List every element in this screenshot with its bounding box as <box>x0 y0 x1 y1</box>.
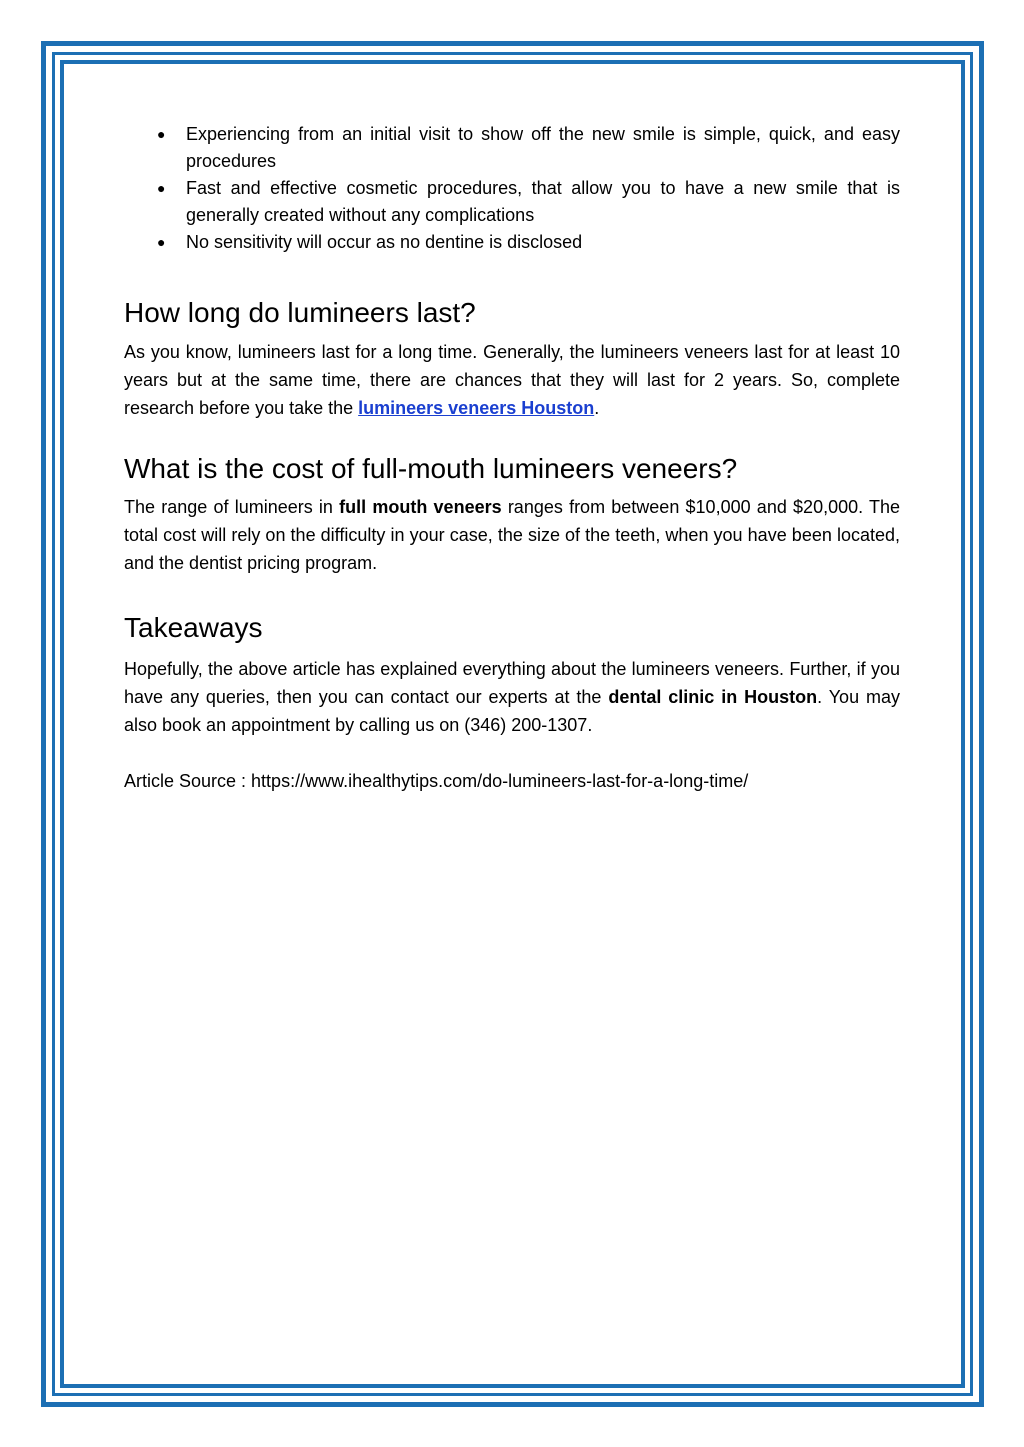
paragraph-text: The range of lumineers in <box>124 497 340 517</box>
list-item-text: Fast and effective cosmetic procedures, that allow you to have a new smile that is generally created without any complications <box>186 178 900 225</box>
dental-clinic-houston-text: dental clinic in Houston <box>608 687 818 707</box>
document-body <box>124 121 900 795</box>
list-item-text: No sensitivity will occur as no dentine is disclosed <box>186 232 583 252</box>
paragraph-text: Hopefully, the above article has explained everything about the lumineers veneers. Further, if you have any queries, then you can contact our experts at the <box>124 659 900 707</box>
list-item-text: Experiencing from an initial visit to show off the new smile is simple, quick, and easy procedures <box>186 124 900 171</box>
bullet-icon: ● <box>157 234 166 250</box>
paragraph-text: ranges from between $10,000 and $20,000. The total cost will rely on the difficulty in your case, the size of the teeth, when you have been located, and the dentist pricing program. <box>124 497 901 573</box>
section-heading-cost: What is the cost of full-mouth lumineers veneers? <box>124 453 738 484</box>
section-paragraph-lifespan <box>124 338 900 422</box>
bullet-icon: ● <box>157 180 166 196</box>
list-item <box>124 121 900 175</box>
section-heading-takeaways: Takeaways <box>124 612 263 643</box>
list-item <box>124 229 900 256</box>
section-paragraph-cost <box>124 493 900 577</box>
section-heading-lifespan: How long do lumineers last? <box>124 297 476 328</box>
paragraph-text: As you know, lumineers last for a long time. Generally, the lumineers veneers last for at least 10 years but at the same time, there are chances that they will last for 2 years. So, complete research before you take the <box>124 342 900 418</box>
paragraph-text: . <box>594 398 600 418</box>
bullet-icon: ● <box>157 126 166 142</box>
benefits-list <box>124 121 900 256</box>
full-mouth-veneers-text: full mouth veneers <box>339 497 502 517</box>
lumineers-veneers-houston-link[interactable]: lumineers veneers Houston <box>358 398 595 418</box>
article-source: Article Source : https://www.ihealthytips.com/do-lumineers-last-for-a-long-time/ <box>124 771 749 791</box>
list-item <box>124 175 900 229</box>
section-paragraph-takeaways <box>124 655 900 739</box>
paragraph-text: . You may also book an appointment by calling us on (346) 200-1307. <box>124 687 900 735</box>
